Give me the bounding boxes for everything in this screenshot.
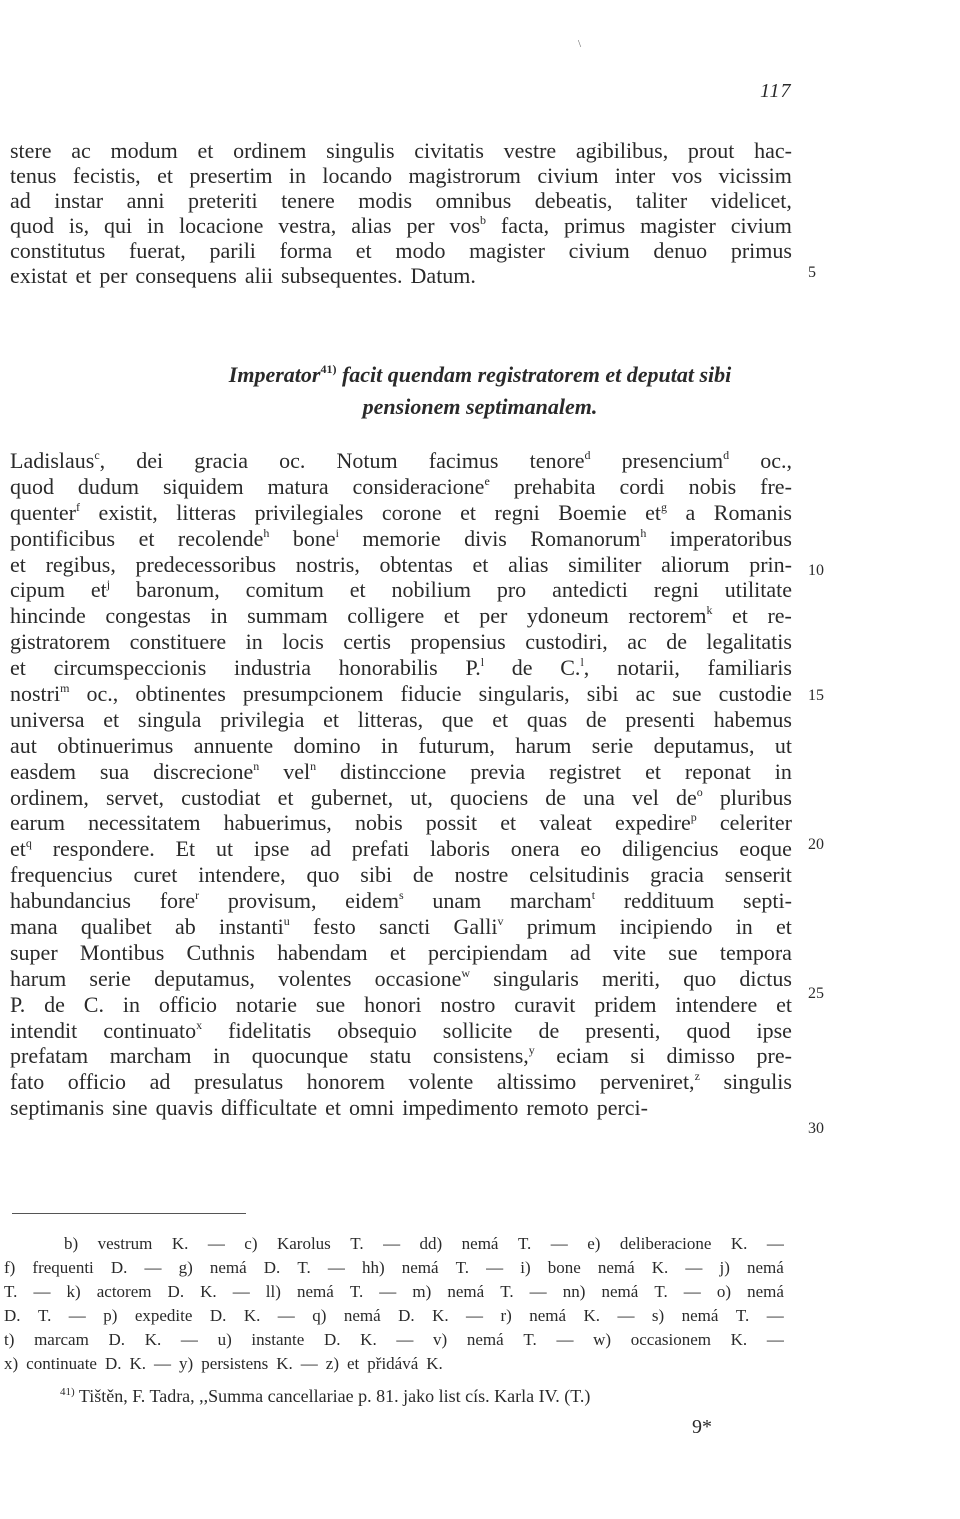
line-number-5: 5 — [808, 264, 816, 281]
text-line: pontificibus et recolende$^h$ bone$^i$ memorie divis Romanorum$^h$ imperatoribus — [10, 525, 792, 551]
text-line: septimanis sine quavis difficultate et omni impedimento remoto perci- — [10, 1095, 648, 1121]
text-line: ad instar anni preteriti tenere modis omnibus debeatis, taliter videlicet, — [10, 188, 792, 213]
document-heading — [0, 362, 960, 388]
text-line: quod is, qui in locacione vestra, alias per vos$^b$ facta, primus magister civium — [10, 213, 792, 238]
text-line: easdem sua discrecione$^n$ vel$^n$ distinccione previa registret et reponat in — [10, 758, 792, 784]
text-line: et regibus, predecessoribus nostris, obtentas et alias similiter aliorum prin- — [10, 551, 792, 577]
text-line: existat et per consequens alii subsequentes. Datum. — [10, 263, 476, 288]
text-line: $et^q$ respondere. Et ut ipse ad prefati laboris onera eo diligencius eoque — [10, 836, 792, 862]
note-line: f) frequenti D. — g) nemá D. T. — hh) nemá T. — i) bone nemá K. — j) nemá — [4, 1258, 784, 1277]
paragraph-1 — [10, 138, 792, 288]
text-line: hincinde congestas in summam colligere et per ydoneum rectorem$^k$ et re- — [10, 603, 792, 629]
heading-word: Imperator — [228, 362, 321, 387]
text-line: constitutus fuerat, parili forma et modo magister civium denuo primus — [10, 238, 792, 263]
text-line: et circumspeccionis industria honorabilis P.$^l$ de C.$^l$, notarii, familiaris — [10, 655, 792, 681]
footnote-41-text: Tištěn, F. Tadra, ,,Summa cancellariae p. 81. jako list cís. Karla IV. (T.) — [78, 1386, 591, 1406]
text-line: universa et singula privilegia et litteras, que et quas de presenti habemus — [10, 706, 792, 732]
footnote-41 — [60, 1386, 590, 1407]
heading-footnote-ref: 41) — [320, 362, 337, 376]
note-line: b) vestrum K. — c) Karolus T. — dd) nemá T. — e) deliberacione K. — — [64, 1234, 784, 1253]
text-line: fato officio ad presulatus honorem volente altissimo perveniret,$^z$ singulis — [10, 1069, 792, 1095]
text-line: nostri$^m$ oc., obtinentes presumpcionem fiducie singularis, sibi ac sue custodie — [10, 681, 792, 707]
signature-mark: 9* — [692, 1416, 712, 1438]
text-line: quod dudum siquidem matura consideracione$^e$ prehabita cordi nobis fre- — [10, 473, 792, 499]
text-line: prefatam marcham in quocunque statu consistens,$^y$ eciam si dimisso pre- — [10, 1043, 792, 1069]
text-line: cipum $et^j$ baronum, comitum et nobilium pro antedicti regni utilitate — [10, 577, 792, 603]
heading-text-1: facit quendam registratorem et deputat sibi — [341, 362, 732, 387]
paragraph-2 — [10, 448, 792, 1121]
text-line: earum necessitatem habuerimus, nobis possit et valeat expedire$^p$ celeriter — [10, 810, 792, 836]
text-line: Ladislaus$^c$, dei gracia oc. Notum facimus tenore$^d$ presencium$^d$ oc., — [10, 448, 792, 473]
note-line: x) continuate D. K. — y) persistens K. — z) et přidává K. — [4, 1354, 443, 1373]
text-line: mana qualibet ab instanti$^u$ festo sancti Galli$^v$ primum incipiendo in et — [10, 914, 792, 940]
text-line: frequencius curet intendere, quo sibi de nostre celsitudinis gracia senserit — [10, 862, 792, 888]
text-line: ordinem, servet, custodiat et gubernet, ut, quociens de una vel $de^o$ pluribus — [10, 784, 792, 810]
text-line: quenter$^f$ existit, litteras privilegiales corone et regni Boemie $et^g$ a Romanis — [10, 499, 792, 525]
text-line: habundancius fore$^r$ provisum, eidem$^s$ unam marcham$^t$ reddituum septi- — [10, 888, 792, 914]
page-number: 117 — [760, 80, 792, 102]
footnote-rule — [12, 1213, 246, 1214]
line-number-30: 30 — [808, 1120, 824, 1137]
text-line: tenus fecistis, et presertim in locando magistrorum civium inter vos vicissim — [10, 163, 792, 188]
note-line: t) marcam D. K. — u) instante D. K. — v) nemá T. — w) occasionem K. — — [4, 1330, 784, 1349]
text-line: gistratorem constituere in locis certis propensius custodiri, ac de legalitatis — [10, 629, 792, 655]
text-line: aut obtinuerimus annuente domino in futurum, harum serie deputamus, ut — [10, 732, 792, 758]
page-mark: \ — [578, 38, 582, 50]
line-number-10: 10 — [808, 562, 824, 579]
note-line: D. T. — p) expedite D. K. — q) nemá D. K. — r) nemá K. — s) nemá T. — — [4, 1306, 784, 1325]
text-line: P. de C. in officio notarie sue honori nostro curavit pridem intendere et — [10, 991, 792, 1017]
text-line: intendit continuato$^x$ fidelitatis obsequio sollicite de presenti, quod ipse — [10, 1017, 792, 1043]
line-number-15: 15 — [808, 687, 824, 704]
document-heading-line-2: pensionem septimanalem. — [362, 394, 598, 419]
footnote-41-marker: 41) — [60, 1386, 75, 1398]
line-number-25: 25 — [808, 985, 824, 1002]
text-line: stere ac modum et ordinem singulis civitatis vestre agibilibus, prout hac- — [10, 138, 792, 163]
text-line: harum serie deputamus, volentes occasione$^w$ singularis meriti, quo dictus — [10, 965, 792, 991]
note-line: T. — k) actorem D. K. — ll) nemá T. — m) nemá T. — nn) nemá T. — o) nemá — [4, 1282, 784, 1301]
text-line: super Montibus Cuthnis habendam et percipiendam ad vite sue tempora — [10, 939, 792, 965]
line-number-20: 20 — [808, 836, 824, 853]
textual-notes — [4, 1234, 784, 1378]
